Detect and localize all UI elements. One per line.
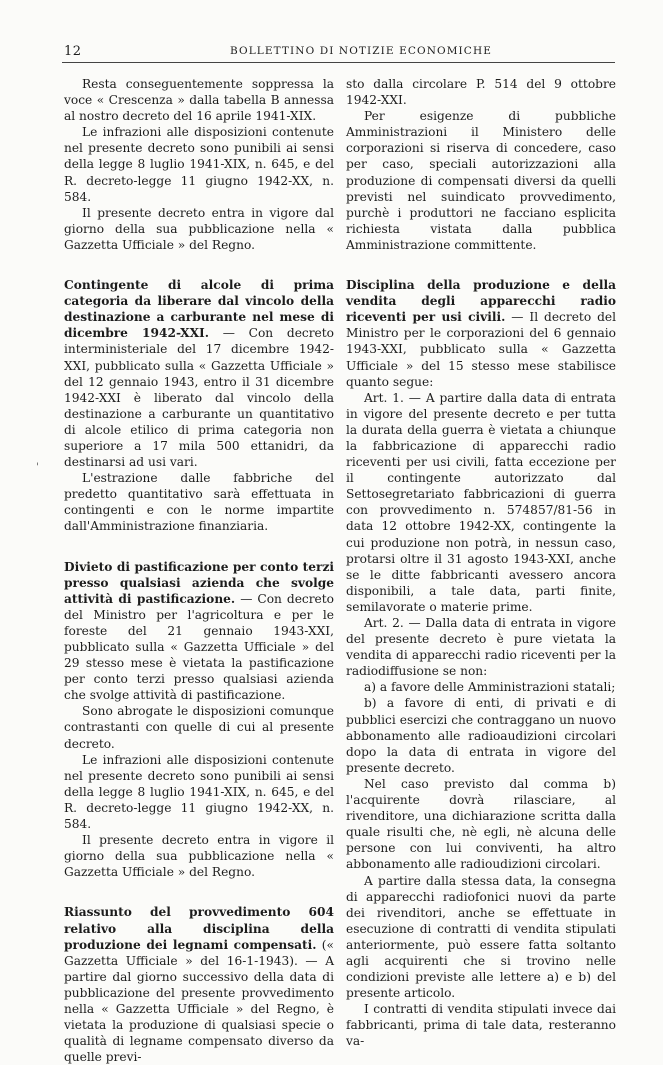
paragraph: sto dalla circolare P. 514 del 9 ottobre 1942-XXI. (346, 77, 616, 108)
header-rule (62, 62, 615, 63)
paragraph: I contratti di vendita stipulati invece dai fabbricanti, prima di tale data, resteranno va- (346, 1002, 616, 1049)
paragraph: Il presente decreto entra in vigore dal giorno della sua pubblicazione nella « Gazzetta Ufficiale » del Regno. (64, 205, 334, 252)
left-column (64, 76, 334, 1065)
paragraph: Le infrazioni alle disposizioni contenute nel presente decreto sono punibili ai sensi della legge 8 luglio 1941-XIX, n. 645, e del R. decreto-legge 11 giugno 1942-XX, n. 584. (64, 125, 334, 204)
right-column (346, 76, 616, 1050)
article-paragraph: Art. 2. — Dalla data di entrata in vigore del presente decreto è pure vietata la vendita di apparecchi radio riceventi per la radiodiffusione se non: (346, 616, 616, 679)
paragraph: L'estrazione dalle fabbriche del predetto quantitativo sarà effettuata in contingenti e con le norme impartite dall'Amministrazione finanziaria. (64, 471, 334, 534)
paragraph: Il presente decreto entra in vigore il giorno della sua pubblicazione nella « Gazzetta Ufficiale » del Regno. (64, 833, 334, 880)
article-paragraph: Art. 1. — A partire dalla data di entrata in vigore del presente decreto e per tutta la durata della guerra è vietata a chiunque la fabbricazione di apparecchi radio riceventi per usi civili, fatta eccezione per il contingente autorizzato dal Settosegretariato fabbricazioni di guerra con provvedimento n. 574857/81-56 in data 12 ottobre 1942-XX, contingente la cui produzione non potrà, in nessun caso, protarsi oltre il 31 agosto 1943-XXI, anche se le ditte fabbricanti avessero ancora disponibili, a tale data, parti finite, semilavorate o materie prime. (346, 390, 616, 614)
list-item: a) a favore delle Amministrazioni statali; (364, 680, 616, 695)
page-number: 12 (64, 44, 82, 59)
running-head: BOLLETTINO DI NOTIZIE ECONOMICHE (230, 45, 492, 57)
stray-mark: ' (36, 462, 39, 473)
section-title: Divieto di pastificazione per conto terzi presso qualsiasi azienda che svolge attività di pastificazione. (64, 559, 334, 606)
paragraph: A partire dalla stessa data, la consegna di apparecchi radiofonici nuovi da parte dei rivenditori, anche se effettuate in esecuzione di contratti di vendita stipulati anteriormente, può essere fatta soltanto agli acquirenti che si trovino nelle condizioni previste alle lettere a) e b) del presente articolo. (346, 873, 616, 1001)
section-lead: — Con decreto interministeriale del 17 dicembre 1942-XXI, pubblicato sulla « Gazzetta Ufficiale » del 12 gennaio 1943, entro il 31 dicembre 1942-XXI è liberato dal vincolo della destinazione a carburante un quantitativo di alcole etilico di prima categoria non superiore a 17 mila 500 ettanidri, da destinarsi ad usi vari. (64, 326, 335, 470)
section-title: Riassunto del provvedimento 604 relativo alla disciplina della produzione dei legnami compensati. (64, 905, 334, 952)
section-title: Contingente di alcole di prima categoria da liberare dal vincolo della destinazione a carburante nel mese di dicembre 1942-XXI. (64, 278, 334, 341)
list-item: b) a favore di enti, di privati e di pubblici esercizi che contraggano un nuovo abbonamento alle radioaudizioni circolari dopo la data di entrata in vigore del presente decreto. (346, 696, 616, 775)
section-lead: — Il decreto del Ministro per le corporazioni del 6 gennaio 1943-XXI, pubblicato sulla « Gazzetta Ufficiale » del 15 stesso mese stabilisce quanto segue: (346, 310, 616, 389)
paragraph: Resta conseguentemente soppressa la voce « Crescenza » dalla tabella B annessa al nostro decreto del 16 aprile 1941-XIX. (64, 77, 334, 124)
section-legnami (64, 904, 334, 1065)
paragraph: Sono abrogate le disposizioni comunque contrastanti con quelle di cui al presente decreto. (64, 704, 334, 751)
section-lead: (« Gazzetta Ufficiale » del 16-1-1943). — A partire dal giorno successivo della data di pubblicazione del presente provvedimento nella « Gazzetta Ufficiale » del Regno, è vietata la produzione di qualsiasi specie o qualità di legname compensato diverso da quelle previ- (64, 937, 334, 1065)
section-pastificazione (64, 559, 334, 704)
paragraph: Per esigenze di pubbliche Amministrazioni il Ministero delle corporazioni si riserva di concedere, caso per caso, speciali autorizzazioni alla produzione di compensati diversi da quelli previsti nel suindicato provvedimento, purchè i produttori ne facciano esplicita richiesta vistata dalla pubblica Amministrazione committente. (346, 109, 616, 252)
paragraph: Nel caso previsto dal comma b) l'acquirente dovrà rilasciare, al rivenditore, una dichiarazione scritta dalla quale risulti che, nè egli, nè alcuna delle persone con lui conviventi, ha altro abbonamento alle radioudizioni circolari. (346, 776, 616, 872)
section-lead: — Con decreto del Ministro per l'agricoltura e per le foreste del 21 gennaio 1943-XXI, pubblicato sulla « Gazzetta Ufficiale » del 29 stesso mese è vietata la pastificazione per conto terzi presso qualsiasi azienda che svolge attività di pastificazione. (64, 591, 335, 703)
section-title: Disciplina della produzione e della vendita degli apparecchi radio riceventi per usi civili. (346, 278, 616, 325)
section-alcole (64, 277, 334, 470)
paragraph: Le infrazioni alle disposizioni contenute nel presente decreto sono punibili ai sensi della legge 8 luglio 1941-XIX, n. 645, e del R. decreto-legge 11 giugno 1942-XX, n. 584. (64, 752, 334, 832)
section-radio (346, 277, 616, 390)
